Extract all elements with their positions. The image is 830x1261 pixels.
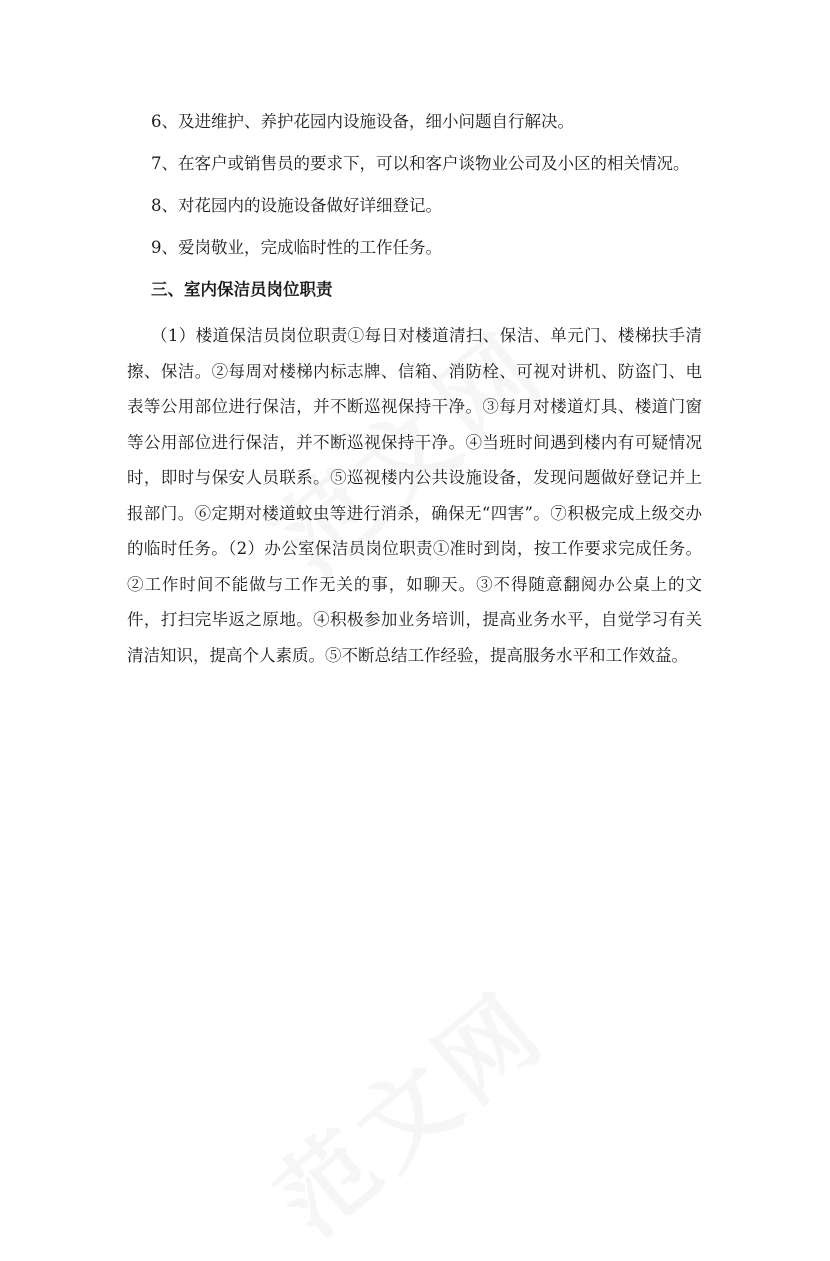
list-item: 8、对花园内的设施设备做好详细登记。 [151, 196, 442, 215]
list-item: 6、及进维护、养护花园内设施设备，细小问题自行解决。 [151, 112, 574, 131]
list-item: 9、爱岗敬业，完成临时性的工作任务。 [151, 238, 442, 257]
section-heading: 三、室内保洁员岗位职责 [151, 280, 333, 299]
watermark [242, 956, 569, 1261]
document-body [127, 108, 702, 673]
body-paragraph: （1）楼道保洁员岗位职责①每日对楼道清扫、保洁、单元门、楼梯扶手清擦、保洁。②每周对楼梯内标志牌、信箱、消防栓、可视对讲机、防盗门、电表等公用部位进行保洁，并不断巡视保持干净。③每月对楼道灯具、楼道门窗等公用部位进行保洁，并不断巡视保持干净。④当班时间遇到楼内有可疑情况时，即时与保安人员联系。⑤巡视楼内公共设施设备，发现问题做好登记并上报部门。⑥定期对楼道蚊虫等进行消杀，确保无“四害”。⑦积极完成上级交办的临时任务。（2）办公室保洁员岗位职责①准时到岗，按工作要求完成任务。②工作时间不能做与工作无关的事，如聊天。③不得随意翻阅办公桌上的文件，打扫完毕返之原地。④积极参加业务培训，提高业务水平，自觉学习有关清洁知识，提高个人素质。⑤不断总结工作经验，提高服务水平和工作效益。 [127, 326, 702, 665]
list-item: 7、在客户或销售员的要求下，可以和客户谈物业公司及小区的相关情况。 [151, 154, 690, 173]
